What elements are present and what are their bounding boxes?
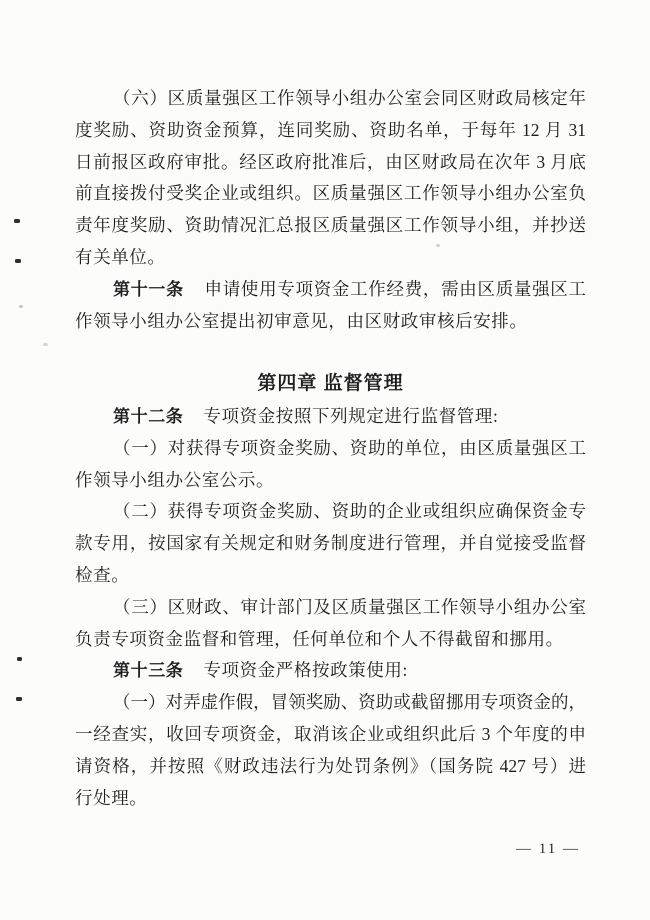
- text-line: 度奖励、资助资金预算，连同奖励、资助名单，于每年 12 月 31: [75, 119, 586, 140]
- scan-speck: [16, 697, 22, 701]
- scan-speck: [17, 657, 22, 661]
- text-line: （一）对获得专项资金奖励、资助的单位，由区质量强区工: [113, 437, 586, 458]
- text-line: 请资格，并按照《财政违法行为处罚条例》（国务院 427 号）进: [75, 755, 586, 776]
- text-line: 作领导小组办公室提出初审意见，由区财政审核后安排。: [75, 310, 528, 331]
- text-line: （一）对弄虚作假，冒领奖励、资助或截留挪用专项资金的，: [113, 692, 586, 713]
- scan-speck: [43, 343, 48, 346]
- text-line: 一经查实，收回专项资金，取消该企业或组织此后 3 个年度的申: [75, 724, 586, 744]
- text-line: 款专用，按国家有关规定和财务制度进行管理，并自觉接受监督: [75, 533, 586, 554]
- text-line: 负责专项资金监督和管理，任何单位和个人不得截留和挪用。: [75, 628, 564, 649]
- article-number: 第十三条: [113, 661, 184, 681]
- text-line: （六）区质量强区工作领导小组办公室会同区财政局核定年: [113, 88, 586, 108]
- article-number: 第十一条: [113, 279, 184, 299]
- chapter-heading: 第四章 监督管理: [257, 373, 404, 395]
- text-line: （二）获得专项资金奖励、资助的企业或组织应确保资金专: [113, 501, 586, 522]
- scan-speck: [14, 219, 20, 223]
- text-line: 第十一条 申请使用专项资金工作经费，需由区质量强区工: [113, 278, 587, 299]
- text-line: 第十二条 专项资金按照下列规定进行监督管理:: [113, 406, 499, 426]
- text-line: 第十三条 专项资金严格按政策使用:: [113, 660, 408, 681]
- scan-speck: [15, 259, 21, 263]
- text-line: （三）区财政、审计部门及区质量强区工作领导小组办公室: [113, 596, 586, 617]
- text-line: 日前报区政府审批。经区政府批准后，由区财政局在次年 3 月底: [75, 151, 586, 172]
- document-content: [75, 0, 586, 920]
- text-line: 有关单位。: [75, 247, 166, 267]
- text-line: 前直接拨付受奖企业或组织。区质量强区工作领导小组办公室负: [75, 183, 586, 204]
- page-number: — 11 —: [516, 841, 580, 857]
- article-number: 第十二条: [113, 407, 184, 426]
- scan-speck: [19, 305, 23, 308]
- text-line: 检查。: [75, 565, 130, 585]
- text-line: 行处理。: [75, 787, 148, 808]
- text-line: 责年度奖励、资助情况汇总报区质量强区工作领导小组，并抄送: [75, 215, 586, 236]
- text-line: 作领导小组办公室公示。: [75, 469, 275, 490]
- scan-speck: [436, 244, 440, 247]
